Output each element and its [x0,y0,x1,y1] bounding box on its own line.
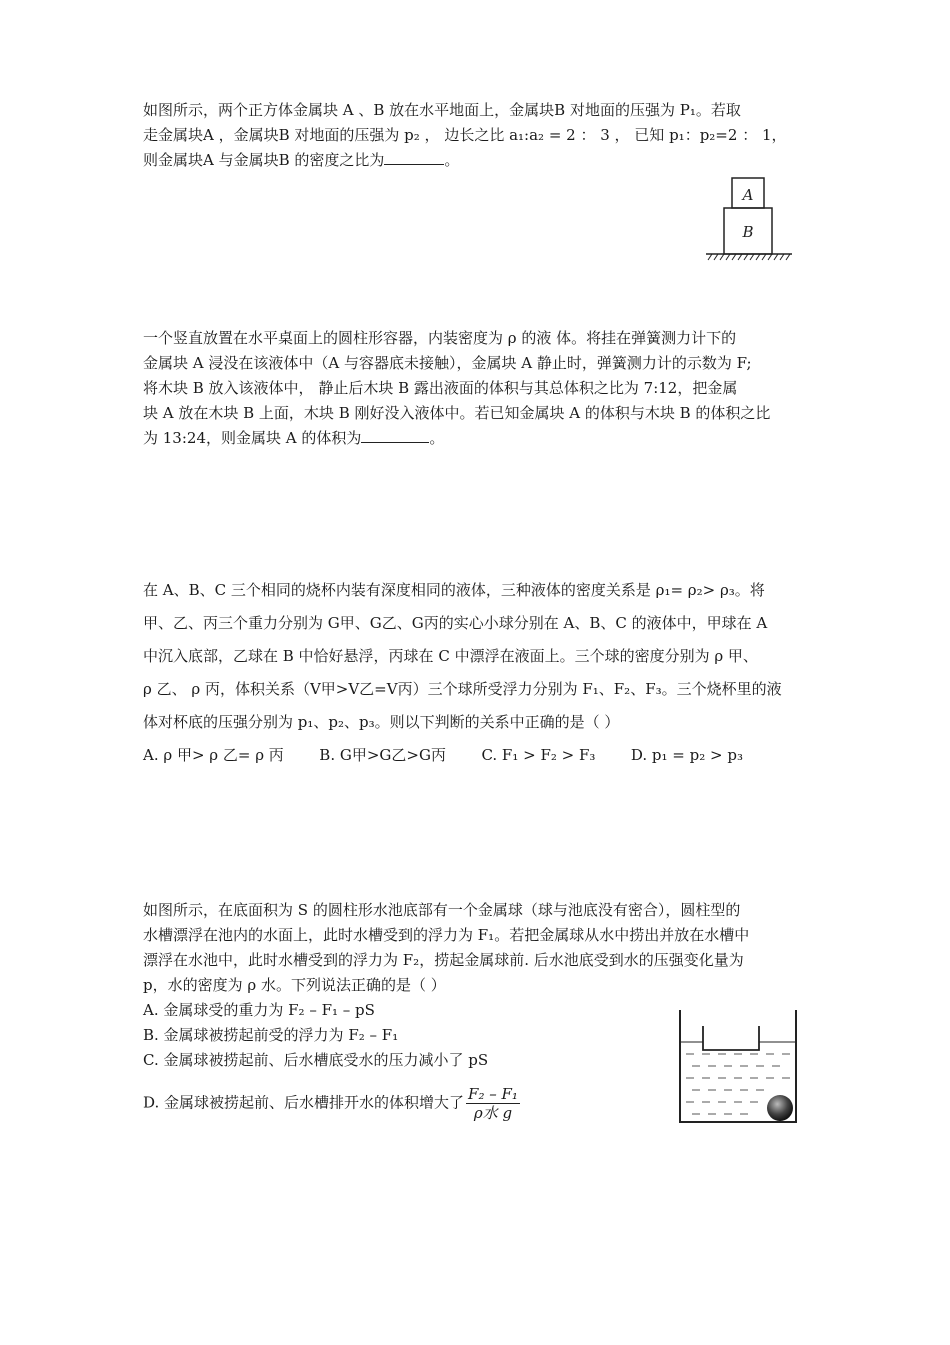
q4-option-d-fraction [466,1085,520,1122]
q4-option-b[interactable]: B. 金属球被捞起前受的浮力为 F₂ – F₁ [143,1026,399,1044]
block-b-label: B [742,223,754,241]
q2-end: 。 [429,429,445,447]
q2-line-3: 将木块 B 放入该液体中， 静止后木块 B 露出液面的体积与其总体积之比为 7:12，把金属 [143,379,738,397]
stacked-blocks-figure [704,176,794,268]
q4-line-3: 漂浮在水池中，此时水槽受到的浮力为 F₂，捞起金属球前. 后水池底受到水的压强变化量为 [143,951,744,969]
q3-option-b[interactable]: B. G甲>G乙>G丙 [319,746,446,764]
q1-line-2: 走金属块A ，金属块B 对地面的压强为 p₂ ， 边长之比 a₁:a₂ = 2 ： 3 ， 已知 p₁：p₂=2 ： 1， [143,126,787,144]
q3-option-a[interactable]: A. ρ 甲> ρ 乙= ρ 丙 [143,746,284,764]
q2-line-2: 金属块 A 浸没在该液体中（A 与容器底未接触），金属块 A 静止时，弹簧测力计的示数为 F; [143,354,752,372]
fraction-numerator: F₂ – F₁ [468,1085,518,1103]
q3-line-1: 在 A、B、C 三个相同的烧杯内装有深度相同的液体，三种液体的密度关系是 ρ₁= ρ₂> ρ₃。将 [143,581,765,599]
pool-with-sink-figure [672,1008,804,1126]
q1-line-3: 则金属块A 与金属块B 的密度之比为 [143,151,385,169]
q1-answer-blank[interactable] [384,148,444,165]
ground-hatching [708,254,790,260]
q4-option-d: D. 金属球被捞起前、后水槽排开水的体积增大了 [143,1093,465,1112]
q3-answer-paren[interactable]: （ ） [584,713,620,731]
q2-line-5: 为 13:24，则金属块 A 的体积为 [143,429,362,447]
q2-line-1: 一个竖直放置在水平桌面上的圆柱形容器，内装密度为 ρ 的液 体。将挂在弹簧测力计下的 [143,329,737,347]
q4-line-4: p，水的密度为 ρ 水。下列说法正确的是 [143,976,411,994]
q3-option-c[interactable]: C. F₁ > F₂ > F₃ [481,746,596,764]
q3-line-5: 体对杯底的压强分别为 p₁、p₂、p₃。则以下判断的关系中正确的是 [143,713,585,731]
q1-line-1: 如图所示，两个正方体金属块 A 、B 放在水平地面上，金属块B 对地面的压强为 P₁。若取 [143,101,741,119]
block-a-label: A [742,186,754,204]
q1-end: 。 [444,151,460,169]
question-2 [143,326,813,451]
q4-line-2: 水槽漂浮在池内的水面上，此时水槽受到的浮力为 F₁。若把金属球从水中捞出并放在水槽中 [143,926,750,944]
q2-line-4: 块 A 放在木块 B 上面，木块 B 刚好没入液体中。若已知金属块 A 的体积与木块 B 的体积之比 [143,404,771,422]
q3-line-4: ρ 乙、 ρ 丙，体积关系（V甲>V乙=V丙）三个球所受浮力分别为 F₁、F₂、F₃。三个烧杯里的液 [143,680,782,698]
q4-answer-paren[interactable]: （ ） [410,976,446,994]
q3-line-2: 甲、乙、丙三个重力分别为 G甲、G乙、G丙的实心小球分别在 A、B、C 的液体中，甲球在 A [143,614,768,632]
q3-option-d[interactable]: D. p₁ = p₂ > p₃ [630,746,743,764]
metal-ball [767,1095,793,1121]
q4-option-c[interactable]: C. 金属球被捞起前、后水槽底受水的压力减小了 pS [143,1051,489,1069]
question-3 [143,574,813,772]
q2-answer-blank[interactable] [361,426,429,443]
fraction-denominator: ρ水 g [473,1104,513,1122]
q3-line-3: 中沉入底部，乙球在 B 中恰好悬浮，丙球在 C 中漂浮在液面上。三个球的密度分别为 ρ 甲、 [143,647,758,665]
q4-line-1: 如图所示，在底面积为 S 的圆柱形水池底部有一个金属球（球与池底没有密合），圆柱型的 [143,901,741,919]
q4-option-a[interactable]: A. 金属球受的重力为 F₂ – F₁ – pS [143,1001,375,1019]
q3-options [143,739,743,772]
question-1 [143,98,813,173]
